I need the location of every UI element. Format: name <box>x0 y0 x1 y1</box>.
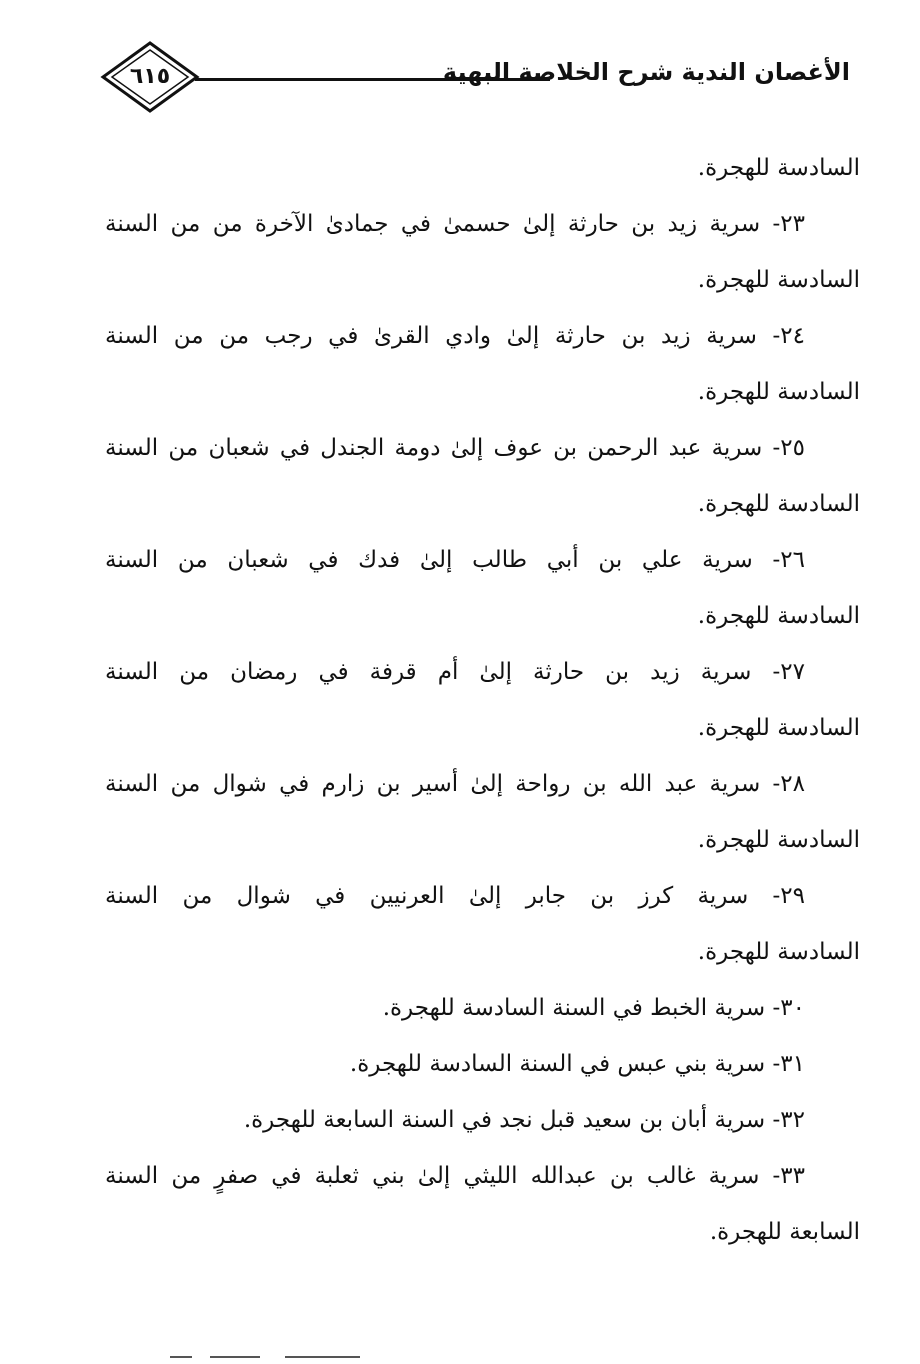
item-line: السادسة للهجرة. <box>697 827 860 853</box>
list-item: ٣٢- سرية أبان بن سعيد قبل نجد في السنة السابعة للهجرة. <box>243 1107 805 1133</box>
page-header <box>100 38 860 118</box>
continuation-line: السادسة للهجرة. <box>697 155 860 181</box>
list-item <box>105 868 860 980</box>
item-line: ٢٤- سرية زيد بن حارثة إلىٰ وادي القرىٰ في رجب من من السنة <box>105 323 805 349</box>
item-line: السادسة للهجرة. <box>697 379 860 405</box>
list-item <box>105 644 860 756</box>
list-item <box>105 308 860 420</box>
main-text <box>105 140 860 1260</box>
list-item <box>105 532 860 644</box>
item-line: السادسة للهجرة. <box>697 939 860 965</box>
item-line: ٢٨- سرية عبد الله بن رواحة إلىٰ أسير بن زارم في شوال من السنة <box>105 771 805 797</box>
item-line: السادسة للهجرة. <box>697 267 860 293</box>
page-number-badge <box>100 40 200 114</box>
page-edge-marks <box>170 1356 390 1360</box>
item-line: السادسة للهجرة. <box>697 603 860 629</box>
list-item <box>105 420 860 532</box>
item-line: ٢٥- سرية عبد الرحمن بن عوف إلىٰ دومة الجندل في شعبان من السنة <box>105 435 805 461</box>
item-line: ٢٧- سرية زيد بن حارثة إلىٰ أم قرفة في رمضان من السنة <box>105 659 805 685</box>
list-item <box>105 756 860 868</box>
item-line: السادسة للهجرة. <box>697 715 860 741</box>
list-item <box>105 1148 860 1260</box>
item-line: السابعة للهجرة. <box>709 1219 860 1245</box>
item-line: ٢٩- سرية كرز بن جابر إلىٰ العرنيين في شوال من السنة <box>105 883 805 909</box>
item-line: ٢٦- سرية علي بن أبي طالب إلىٰ فدك في شعبان من السنة <box>105 547 805 573</box>
page-number: ٦١٥ <box>129 64 171 89</box>
list-item <box>105 196 860 308</box>
item-line: ٢٣- سرية زيد بن حارثة إلىٰ حسمىٰ في جمادىٰ الآخرة من من السنة <box>105 211 805 237</box>
item-line: ٣٣- سرية غالب بن عبدالله الليثي إلىٰ بني ثعلبة في صفرٍ من السنة <box>105 1163 805 1189</box>
list-item: ٣١- سرية بني عبس في السنة السادسة للهجرة. <box>349 1051 805 1077</box>
book-title: الأغصان الندية شرح الخلاصة البهية <box>442 58 850 86</box>
list-item: ٣٠- سرية الخبط في السنة السادسة للهجرة. <box>382 995 805 1021</box>
item-line: السادسة للهجرة. <box>697 491 860 517</box>
